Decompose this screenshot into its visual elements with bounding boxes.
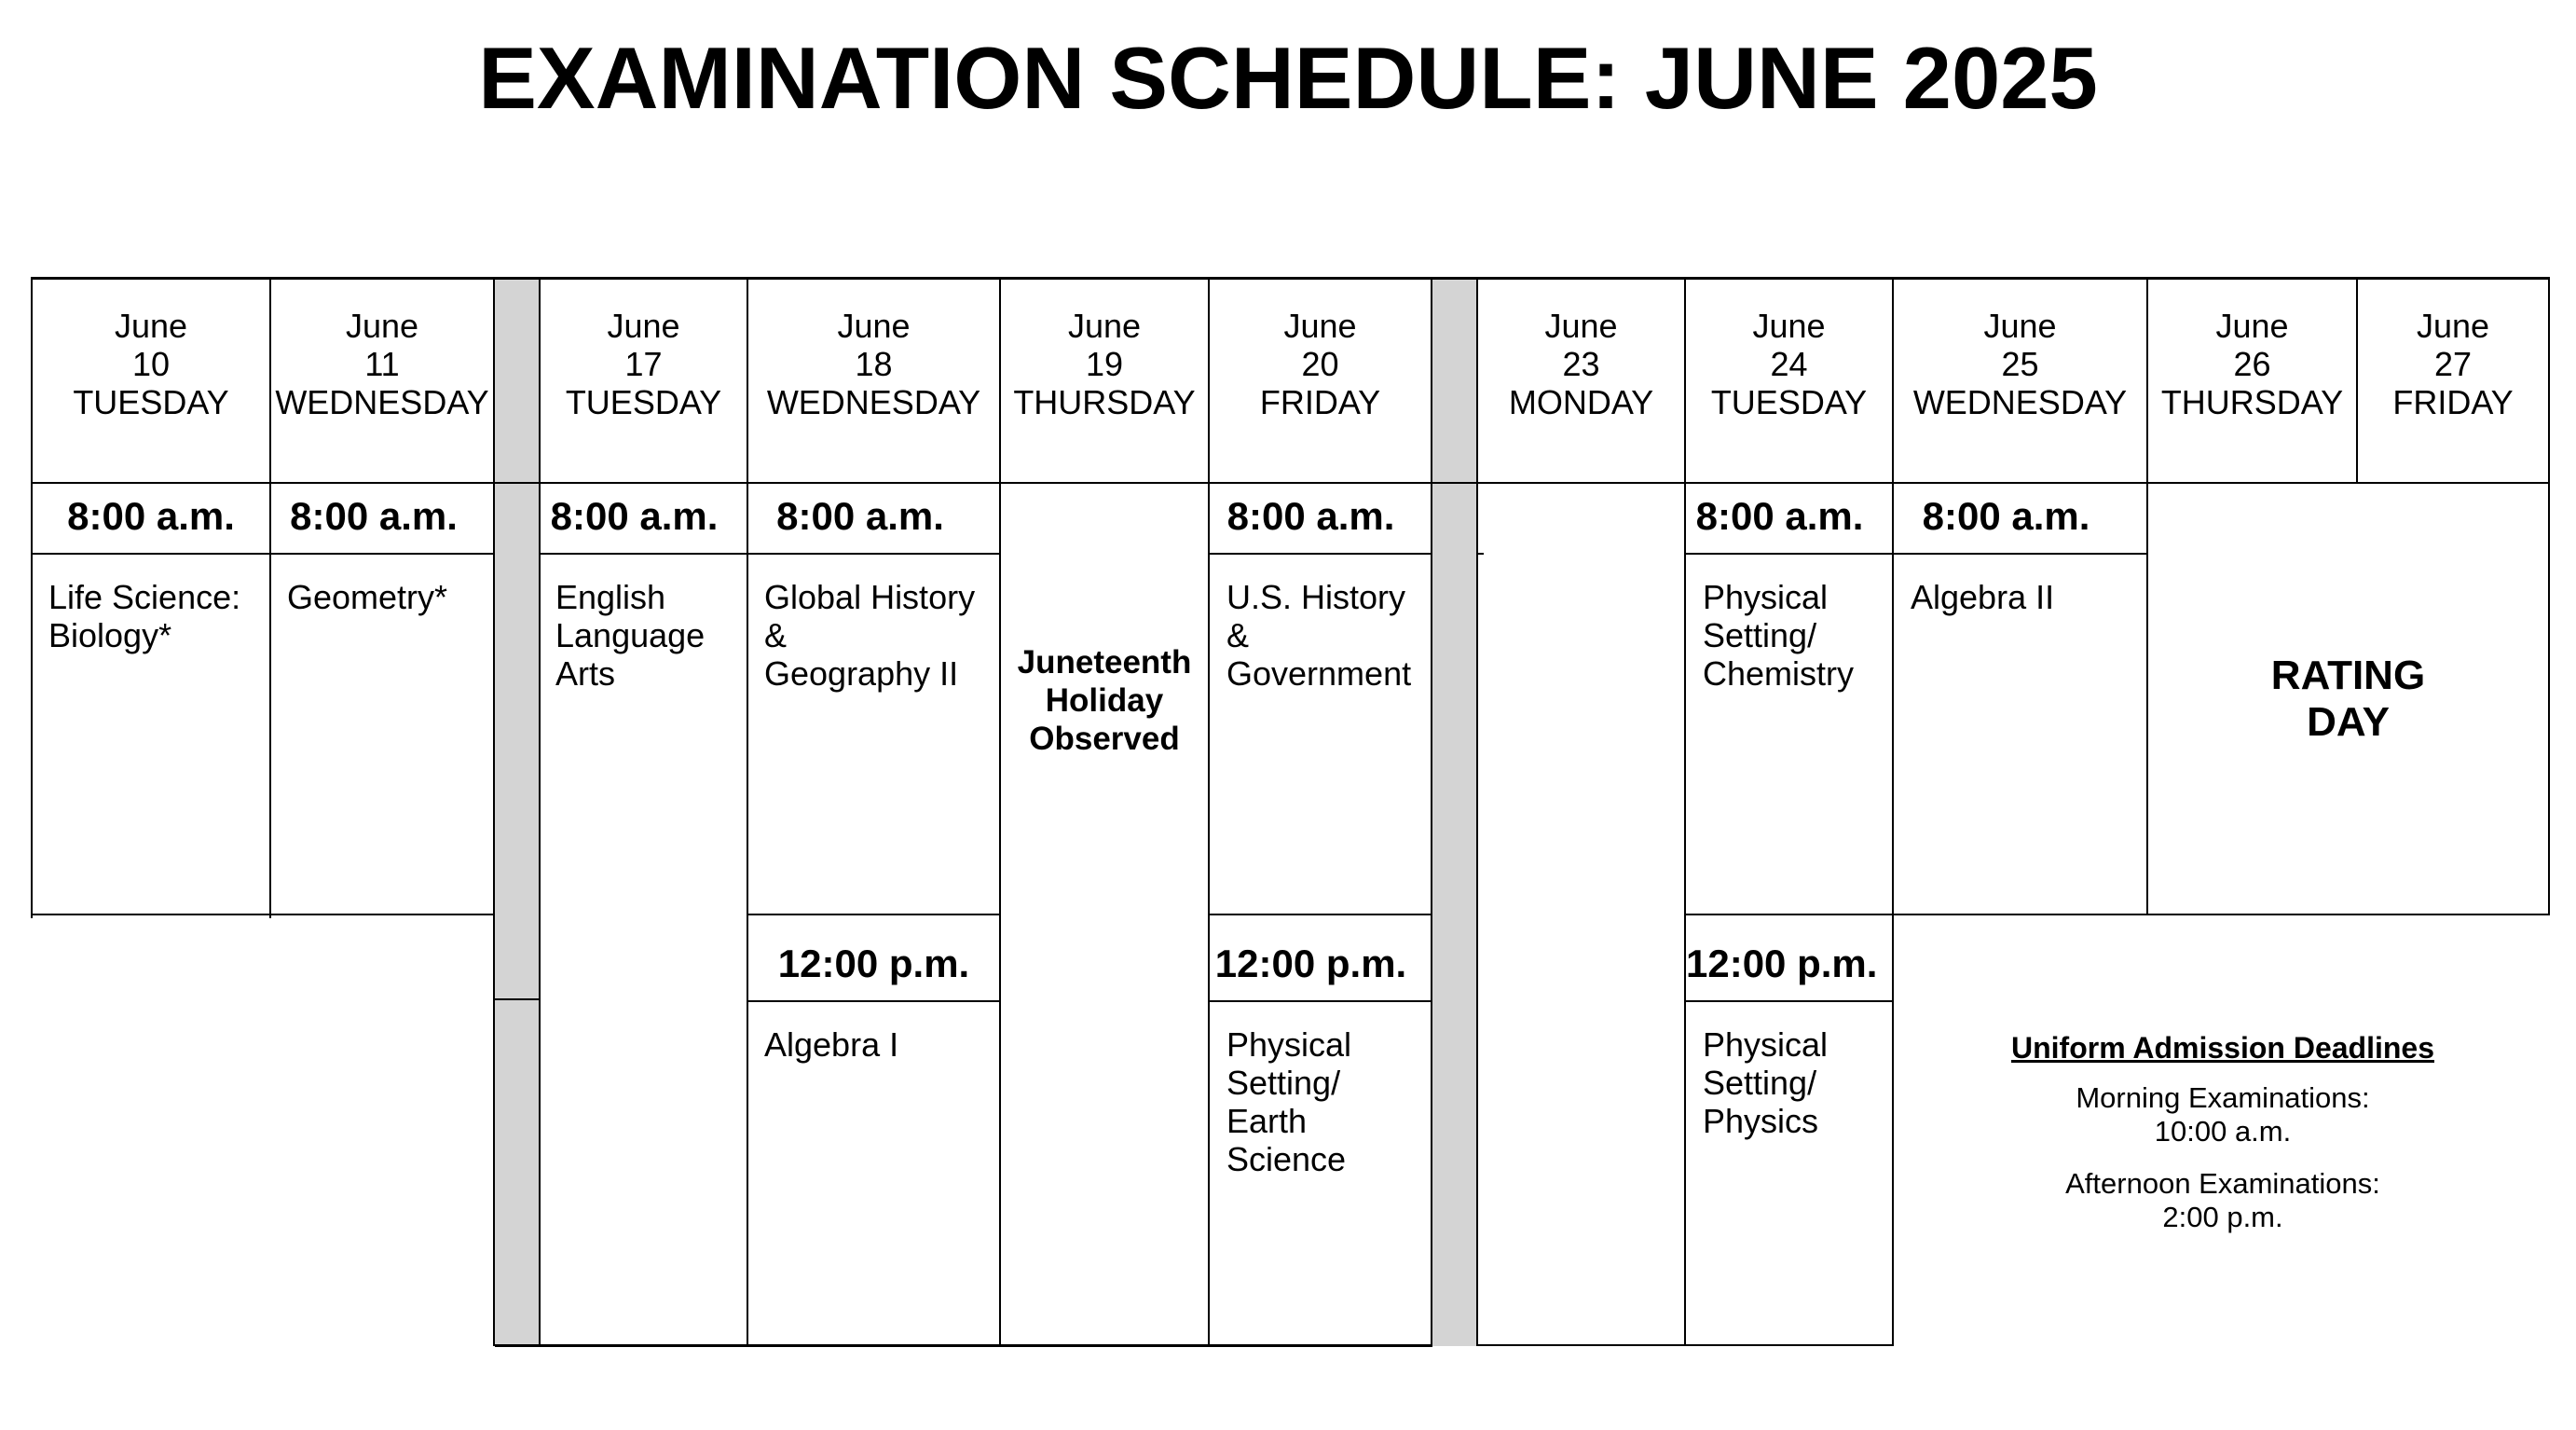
exam-subject — [1226, 1025, 1430, 1178]
time-label: 8:00 a.m. — [776, 494, 944, 538]
date-header — [1478, 307, 1684, 421]
afternoon-deadline — [1934, 1167, 2512, 1234]
exam-subject — [287, 578, 487, 616]
table-rule — [539, 553, 999, 555]
table-rule — [747, 1000, 999, 1002]
table-rule — [31, 553, 495, 555]
holiday-label — [1001, 643, 1208, 758]
weekday-label: WEDNESDAY — [275, 383, 489, 421]
table-rule — [1685, 914, 2550, 915]
exam-subject — [1226, 578, 1430, 693]
month-label: June — [607, 307, 680, 345]
subject-line: Biology* — [48, 616, 172, 654]
month-label: June — [114, 307, 188, 345]
holiday-line: Juneteenth — [1017, 644, 1192, 681]
weekday-label: WEDNESDAY — [766, 383, 981, 421]
day-number: 24 — [1770, 345, 1808, 383]
table-rule — [1476, 277, 1478, 1346]
day-number: 25 — [2001, 345, 2039, 383]
subject-line: Setting/ — [1703, 616, 1817, 654]
rating-line: RATING — [2270, 653, 2426, 698]
time-label: 8:00 a.m. — [67, 494, 235, 538]
exam-subject — [764, 578, 997, 693]
month-label: June — [837, 307, 911, 345]
morning-deadline-label: Morning Examinations: — [2076, 1081, 2370, 1114]
table-rule — [539, 277, 541, 1346]
weekday-label: TUESDAY — [565, 383, 722, 421]
day-number: 26 — [2233, 345, 2271, 383]
table-rule — [2548, 277, 2550, 914]
day-number: 20 — [1301, 345, 1339, 383]
table-rule — [1685, 1000, 1892, 1002]
weekday-label: FRIDAY — [2392, 383, 2514, 421]
date-header — [2358, 307, 2548, 421]
subject-line: Geometry* — [287, 578, 448, 616]
week-separator — [1432, 279, 1476, 1346]
subject-line: Physics — [1703, 1102, 1819, 1140]
page-title: EXAMINATION SCHEDULE: JUNE 2025 — [478, 29, 2098, 127]
rating-day-label — [2148, 653, 2548, 746]
time-label: 8:00 a.m. — [1226, 494, 1395, 538]
holiday-line: Holiday — [1045, 682, 1164, 719]
exam-subject — [764, 1025, 997, 1064]
month-label: June — [1544, 307, 1618, 345]
time-label: 8:00 a.m. — [1695, 494, 1864, 538]
month-label: June — [1983, 307, 2057, 345]
subject-line: Setting/ — [1226, 1064, 1341, 1102]
morning-deadline-time: 10:00 a.m. — [2154, 1115, 2292, 1148]
week-separator — [495, 279, 539, 1346]
exam-subject — [1703, 1025, 1889, 1140]
subject-line: Chemistry — [1703, 654, 1855, 693]
weekday-label: THURSDAY — [1013, 383, 1196, 421]
exam-subject — [555, 578, 742, 693]
day-number: 11 — [364, 345, 400, 383]
time-label: 12:00 p.m. — [1214, 942, 1407, 985]
date-header — [1894, 307, 2146, 421]
weekday-label: MONDAY — [1508, 383, 1654, 421]
subject-line: Setting/ — [1703, 1064, 1817, 1102]
date-header — [748, 307, 999, 421]
weekday-label: FRIDAY — [1259, 383, 1381, 421]
afternoon-deadline-label: Afternoon Examinations: — [2065, 1167, 2380, 1200]
month-label: June — [1067, 307, 1142, 345]
subject-line: Arts — [555, 654, 616, 693]
morning-deadline — [1934, 1081, 2512, 1148]
subject-line: Algebra II — [1911, 578, 2055, 616]
date-header — [271, 307, 493, 421]
time-label: 12:00 p.m. — [1686, 942, 1878, 985]
subject-line: U.S. History — [1226, 578, 1406, 616]
exam-subject — [1911, 578, 2144, 616]
subject-line: Physical — [1226, 1025, 1352, 1064]
subject-line: Physical — [1703, 1025, 1829, 1064]
date-header — [1001, 307, 1208, 421]
weekday-label: TUESDAY — [73, 383, 229, 421]
table-rule — [31, 277, 2550, 280]
table-rule — [1892, 277, 1894, 1346]
time-label: 8:00 a.m. — [290, 494, 458, 538]
table-rule — [747, 277, 748, 1346]
table-rule — [1210, 553, 1432, 555]
subject-line: Algebra I — [764, 1025, 899, 1064]
table-rule — [31, 482, 2550, 484]
month-label: June — [2416, 307, 2490, 345]
subject-line: & — [764, 616, 788, 654]
exam-subject — [48, 578, 263, 654]
date-header — [1210, 307, 1431, 421]
time-label: 12:00 p.m. — [777, 942, 970, 985]
month-label: June — [1283, 307, 1357, 345]
table-rule — [747, 914, 999, 915]
subject-line: English — [555, 578, 666, 616]
subject-line: Geography II — [764, 654, 959, 693]
subject-line: & — [1226, 616, 1250, 654]
weekday-label: WEDNESDAY — [1912, 383, 2128, 421]
day-number: 17 — [624, 345, 663, 383]
deadlines-heading: Uniform Admission Deadlines — [2011, 1031, 2434, 1065]
table-rule — [999, 277, 1001, 1346]
table-rule — [493, 277, 495, 1346]
weekday-label: THURSDAY — [2160, 383, 2344, 421]
admission-deadlines — [1934, 1031, 2512, 1253]
table-rule — [31, 914, 495, 915]
month-label: June — [2215, 307, 2289, 345]
subject-line: Science — [1226, 1140, 1347, 1178]
holiday-line: Observed — [1029, 721, 1180, 757]
weekday-label: TUESDAY — [1710, 383, 1868, 421]
day-number: 18 — [855, 345, 893, 383]
subject-line: Life Science: — [48, 578, 241, 616]
subject-line: Global History — [764, 578, 976, 616]
subject-line: Physical — [1703, 578, 1829, 616]
table-rule — [1431, 277, 1432, 1346]
day-number: 19 — [1085, 345, 1124, 383]
day-number: 23 — [1562, 345, 1600, 383]
table-rule — [495, 1344, 1432, 1347]
subject-line: Government — [1226, 654, 1412, 693]
table-rule — [495, 998, 539, 1000]
time-label: 8:00 a.m. — [1922, 494, 2090, 538]
table-rule — [1685, 553, 2147, 555]
date-header — [2148, 307, 2356, 421]
exam-subject — [1703, 578, 1889, 693]
table-rule — [1210, 914, 1432, 915]
month-label: June — [345, 307, 419, 345]
table-rule — [1208, 277, 1210, 1346]
date-header — [1686, 307, 1892, 421]
day-number: 27 — [2433, 345, 2473, 383]
subject-line: Earth — [1226, 1102, 1308, 1140]
month-label: June — [1752, 307, 1826, 345]
rating-line: DAY — [2307, 699, 2390, 745]
table-rule — [1210, 1000, 1432, 1002]
time-label: 8:00 a.m. — [550, 494, 719, 538]
afternoon-deadline-time: 2:00 p.m. — [2162, 1201, 2283, 1233]
date-header — [541, 307, 747, 421]
date-header — [33, 307, 269, 421]
subject-line: Language — [555, 616, 706, 654]
table-rule — [1684, 277, 1686, 1346]
day-number: 10 — [131, 345, 171, 383]
